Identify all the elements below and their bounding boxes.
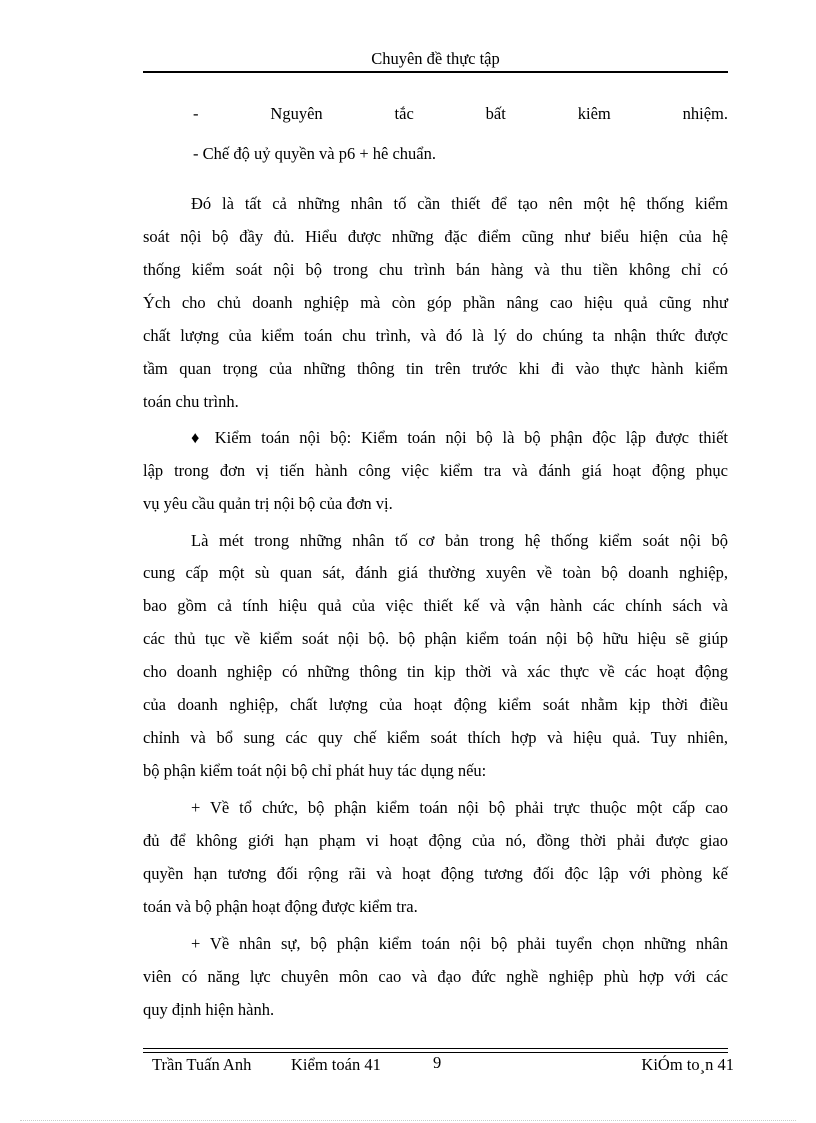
paragraph-line: Là mét trong những nhân tố cơ bản trong hệ thống kiểm soát nội bộ <box>191 531 728 550</box>
paragraph-line: lập trong đơn vị tiến hành công việc kiểm tra và đánh giá hoạt động phục <box>143 461 728 480</box>
footer-page-number: 9 <box>433 1053 442 1072</box>
bullet-line <box>143 97 728 130</box>
paragraph-line: bộ phận kiểm toát nội bộ chỉ phát huy tác dụng nếu: <box>143 761 487 780</box>
footer-class: Kiểm toán 41 <box>291 1055 381 1074</box>
text-line: - Nguyên tắc bất kiêm nhiệm. <box>193 104 728 123</box>
paragraph-line: của doanh nghiệp, chất lượng của hoạt động kiểm soát nhằm kịp thời điều <box>143 695 728 714</box>
paragraph-line: ♦ Kiểm toán nội bộ: Kiểm toán nội bộ là bộ phận độc lập được thiết <box>191 428 728 447</box>
paragraph-line: cho doanh nghiệp có những thông tin kịp thời và xác thực về các hoạt động <box>143 662 728 681</box>
page-bottom-border <box>20 1120 796 1121</box>
paragraph-line: bao gồm cả tính hiệu quả của việc thiết kế và vận hành các chính sách và <box>143 596 728 615</box>
paragraph-line: + Về tổ chức, bộ phận kiểm toán nội bộ phải trực thuộc một cấp cao <box>191 798 728 817</box>
paragraph-line: thống kiểm soát nội bộ trong chu trình bán hàng và thu tiền không chỉ có <box>143 260 728 279</box>
paragraph-line: cung cấp một sù quan sát, đánh giá thường xuyên về toàn bộ doanh nghiệp, <box>143 563 728 582</box>
paragraph-line: chỉnh và bổ sung các quy chế kiểm soát thích hợp và hiệu quả. Tuy nhiên, <box>143 728 728 747</box>
footer-right-label: KiÓm to¸n 41 <box>641 1055 734 1074</box>
paragraph-line: đủ để không giới hạn phạm vi hoạt động của nó, đồng thời phải được giao <box>143 831 728 850</box>
paragraph-line: toán chu trình. <box>143 392 239 411</box>
paragraph-line: các thủ tục về kiểm soát nội bộ. bộ phận kiểm toán nội bộ hữu hiệu sẽ giúp <box>143 629 728 648</box>
paragraph-line: viên có năng lực chuyên môn cao và đạo đức nghề nghiệp phù hợp với các <box>143 967 728 986</box>
paragraph-line: chất lượng của kiểm toán chu trình, và đó là lý do chúng ta nhận thức được <box>143 326 728 345</box>
footer-author: Trần Tuấn Anh <box>152 1055 252 1074</box>
paragraph-line: Đó là tất cả những nhân tố cần thiết để tạo nên một hệ thống kiểm <box>191 194 728 213</box>
text-line: - Chế độ uỷ quyền và p6 + hê chuẩn. <box>193 144 436 163</box>
footer-divider-top <box>143 1048 728 1049</box>
paragraph-line: quy định hiện hành. <box>143 1000 275 1019</box>
paragraph-line: tầm quan trọng của những thông tin trên trước khi đi vào thực hành kiểm <box>143 359 728 378</box>
paragraph-line: toán và bộ phận hoạt động được kiểm tra. <box>143 897 418 916</box>
paragraph-line: + Về nhân sự, bộ phận kiểm toán nội bộ phải tuyển chọn những nhân <box>191 934 728 953</box>
header-divider <box>143 71 728 73</box>
paragraph-line: vụ yêu cầu quản trị nội bộ của đơn vị. <box>143 494 393 513</box>
page-header-title: Chuyên đề thực tập <box>371 49 500 68</box>
paragraph-line: quyền hạn tương đối rộng rãi và hoạt động tương đối độc lập với phòng kế <box>143 864 728 883</box>
paragraph-line: Ých cho chủ doanh nghiệp mà còn góp phần nâng cao hiệu quả cũng như <box>143 293 728 312</box>
paragraph-line: soát nội bộ đầy đủ. Hiểu được những đặc điểm cũng như biểu hiện của hệ <box>143 227 728 246</box>
